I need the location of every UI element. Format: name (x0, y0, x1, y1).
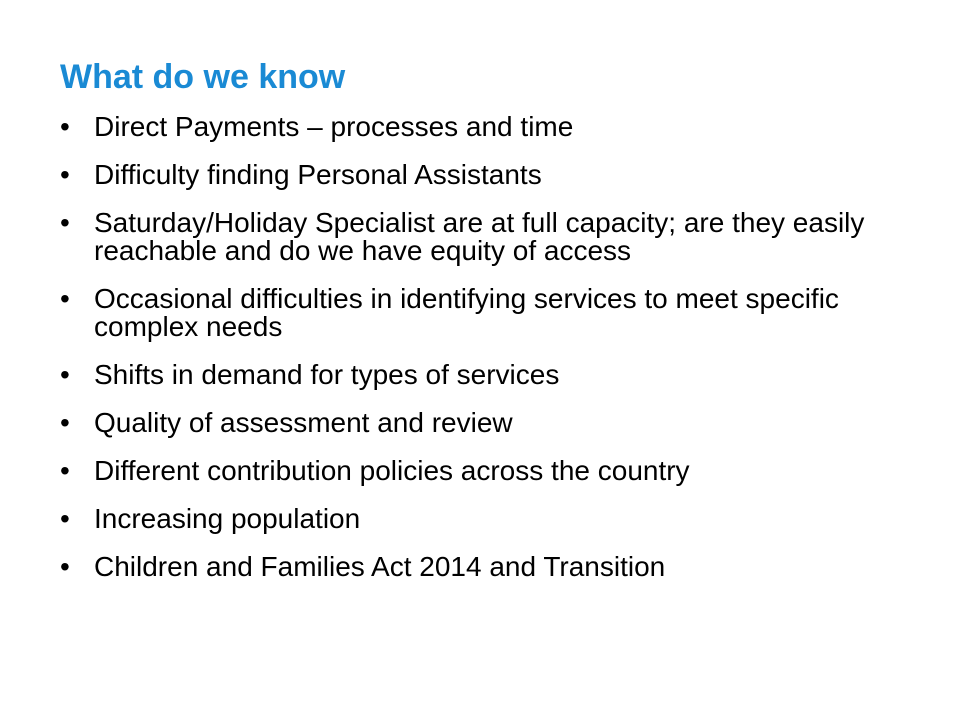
bullet-dot-icon: • (60, 503, 70, 534)
bullet-dot-icon: • (60, 359, 70, 390)
bullet-item (60, 361, 910, 389)
bullet-item (60, 457, 910, 485)
bullet-list (60, 113, 910, 601)
bullet-dot-icon: • (60, 551, 70, 582)
bullet-dot-icon: • (60, 407, 70, 438)
bullet-text: Quality of assessment and review (94, 407, 513, 438)
bullet-item (60, 209, 910, 265)
bullet-item (60, 409, 910, 437)
bullet-item (60, 161, 910, 189)
bullet-dot-icon: • (60, 283, 70, 314)
bullet-item (60, 113, 910, 141)
bullet-text: Difficulty finding Personal Assistants (94, 159, 542, 190)
slide-title: What do we know (60, 58, 346, 96)
bullet-dot-icon: • (60, 455, 70, 486)
bullet-text: Saturday/Holiday Specialist are at full capacity; are they easily reachable and do we have equity of access (94, 207, 865, 266)
bullet-text: Increasing population (94, 503, 361, 534)
bullet-dot-icon: • (60, 207, 70, 238)
bullet-dot-icon: • (60, 159, 70, 190)
bullet-text: Children and Families Act 2014 and Transition (94, 551, 666, 582)
bullet-item (60, 285, 910, 341)
bullet-item (60, 505, 910, 533)
bullet-text: Different contribution policies across the country (94, 455, 690, 486)
bullet-text: Occasional difficulties in identifying services to meet specific complex needs (94, 283, 839, 342)
bullet-dot-icon: • (60, 111, 70, 142)
bullet-text: Direct Payments – processes and time (94, 111, 574, 142)
bullet-item (60, 553, 910, 581)
bullet-text: Shifts in demand for types of services (94, 359, 560, 390)
